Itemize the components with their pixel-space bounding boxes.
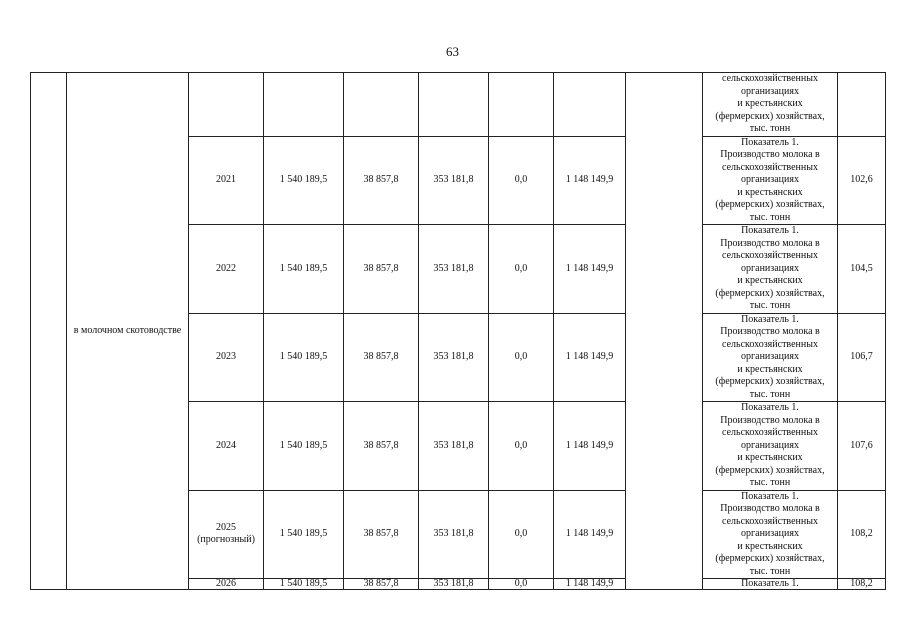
amount-total-cell: 1 540 189,5 [264,225,344,314]
blank-column-cell [626,73,703,590]
amount-extrabudget-cell: 1 148 149,9 [554,490,626,579]
table-body [31,73,886,590]
year-cell: 2025 (прогнозный) [189,490,264,579]
amount-federal-cell: 38 857,8 [344,490,419,579]
year-cell: 2021 [189,136,264,225]
amount-cell [264,73,344,137]
page-number: 63 [446,44,459,59]
amount-regional-cell: 353 181,8 [419,313,489,402]
indicator-value-cell [838,73,886,137]
amount-federal-cell: 38 857,8 [344,225,419,314]
indicator-value-cell: 102,6 [838,136,886,225]
indicator-text: сельскохозяйственных организациях и крестьянских (фермерских) хозяйствах, тыс. тонн [715,73,825,134]
amount-total-cell: 1 540 189,5 [264,136,344,225]
year-cell: 2023 [189,313,264,402]
amount-cell [344,73,419,137]
amount-local-cell: 0,0 [489,402,554,491]
amount-local-cell: 0,0 [489,313,554,402]
table-row [31,73,886,137]
indicator-value-cell: 108,2 [838,490,886,579]
amount-extrabudget-cell: 1 148 149,9 [554,402,626,491]
indicator-cell: Показатель 1. Производство молока в сельскохозяйственных организациях и крестьянских (фермерских) хозяйствах, тыс. тонн [703,402,838,491]
amount-regional-cell: 353 181,8 [419,402,489,491]
indicator-value-cell: 107,6 [838,402,886,491]
amount-local-cell: 0,0 [489,490,554,579]
number-cell [31,73,67,590]
indicator-cell: Показатель 1. Производство молока в сельскохозяйственных организациях и крестьянских (фермерских) хозяйствах, тыс. тонн [703,136,838,225]
amount-federal-cell: 38 857,8 [344,579,419,590]
indicator-value-cell: 104,5 [838,225,886,314]
indicator-cell [703,73,838,137]
amount-federal-cell: 38 857,8 [344,402,419,491]
amount-extrabudget-cell: 1 148 149,9 [554,136,626,225]
name-text: в молочном скотоводстве [73,324,182,336]
year-cell: 2026 [189,579,264,590]
amount-cell [489,73,554,137]
amount-local-cell: 0,0 [489,579,554,590]
amount-total-cell: 1 540 189,5 [264,579,344,590]
year-cell: 2022 [189,225,264,314]
year-cell [189,73,264,137]
amount-regional-cell: 353 181,8 [419,225,489,314]
amount-local-cell: 0,0 [489,225,554,314]
amount-regional-cell: 353 181,8 [419,490,489,579]
indicator-cell: Показатель 1. Производство молока в сельскохозяйственных организациях и крестьянских (фермерских) хозяйствах, тыс. тонн [703,313,838,402]
indicator-value-cell: 108,2 [838,579,886,590]
amount-extrabudget-cell: 1 148 149,9 [554,313,626,402]
year-cell: 2024 [189,402,264,491]
indicator-cell: Показатель 1. [703,579,838,590]
amount-regional-cell: 353 181,8 [419,579,489,590]
amount-cell [419,73,489,137]
indicator-cell: Показатель 1. Производство молока в сельскохозяйственных организациях и крестьянских (фермерских) хозяйствах, тыс. тонн [703,490,838,579]
amount-total-cell: 1 540 189,5 [264,490,344,579]
amount-local-cell: 0,0 [489,136,554,225]
amount-extrabudget-cell: 1 148 149,9 [554,225,626,314]
amount-extrabudget-cell: 1 148 149,9 [554,579,626,590]
indicator-value-cell: 106,7 [838,313,886,402]
name-cell [67,73,189,590]
amount-federal-cell: 38 857,8 [344,136,419,225]
amount-total-cell: 1 540 189,5 [264,402,344,491]
amount-total-cell: 1 540 189,5 [264,313,344,402]
indicator-cell: Показатель 1. Производство молока в сельскохозяйственных организациях и крестьянских (фермерских) хозяйствах, тыс. тонн [703,225,838,314]
amount-regional-cell: 353 181,8 [419,136,489,225]
amount-cell [554,73,626,137]
amount-federal-cell: 38 857,8 [344,313,419,402]
program-table [30,72,886,590]
